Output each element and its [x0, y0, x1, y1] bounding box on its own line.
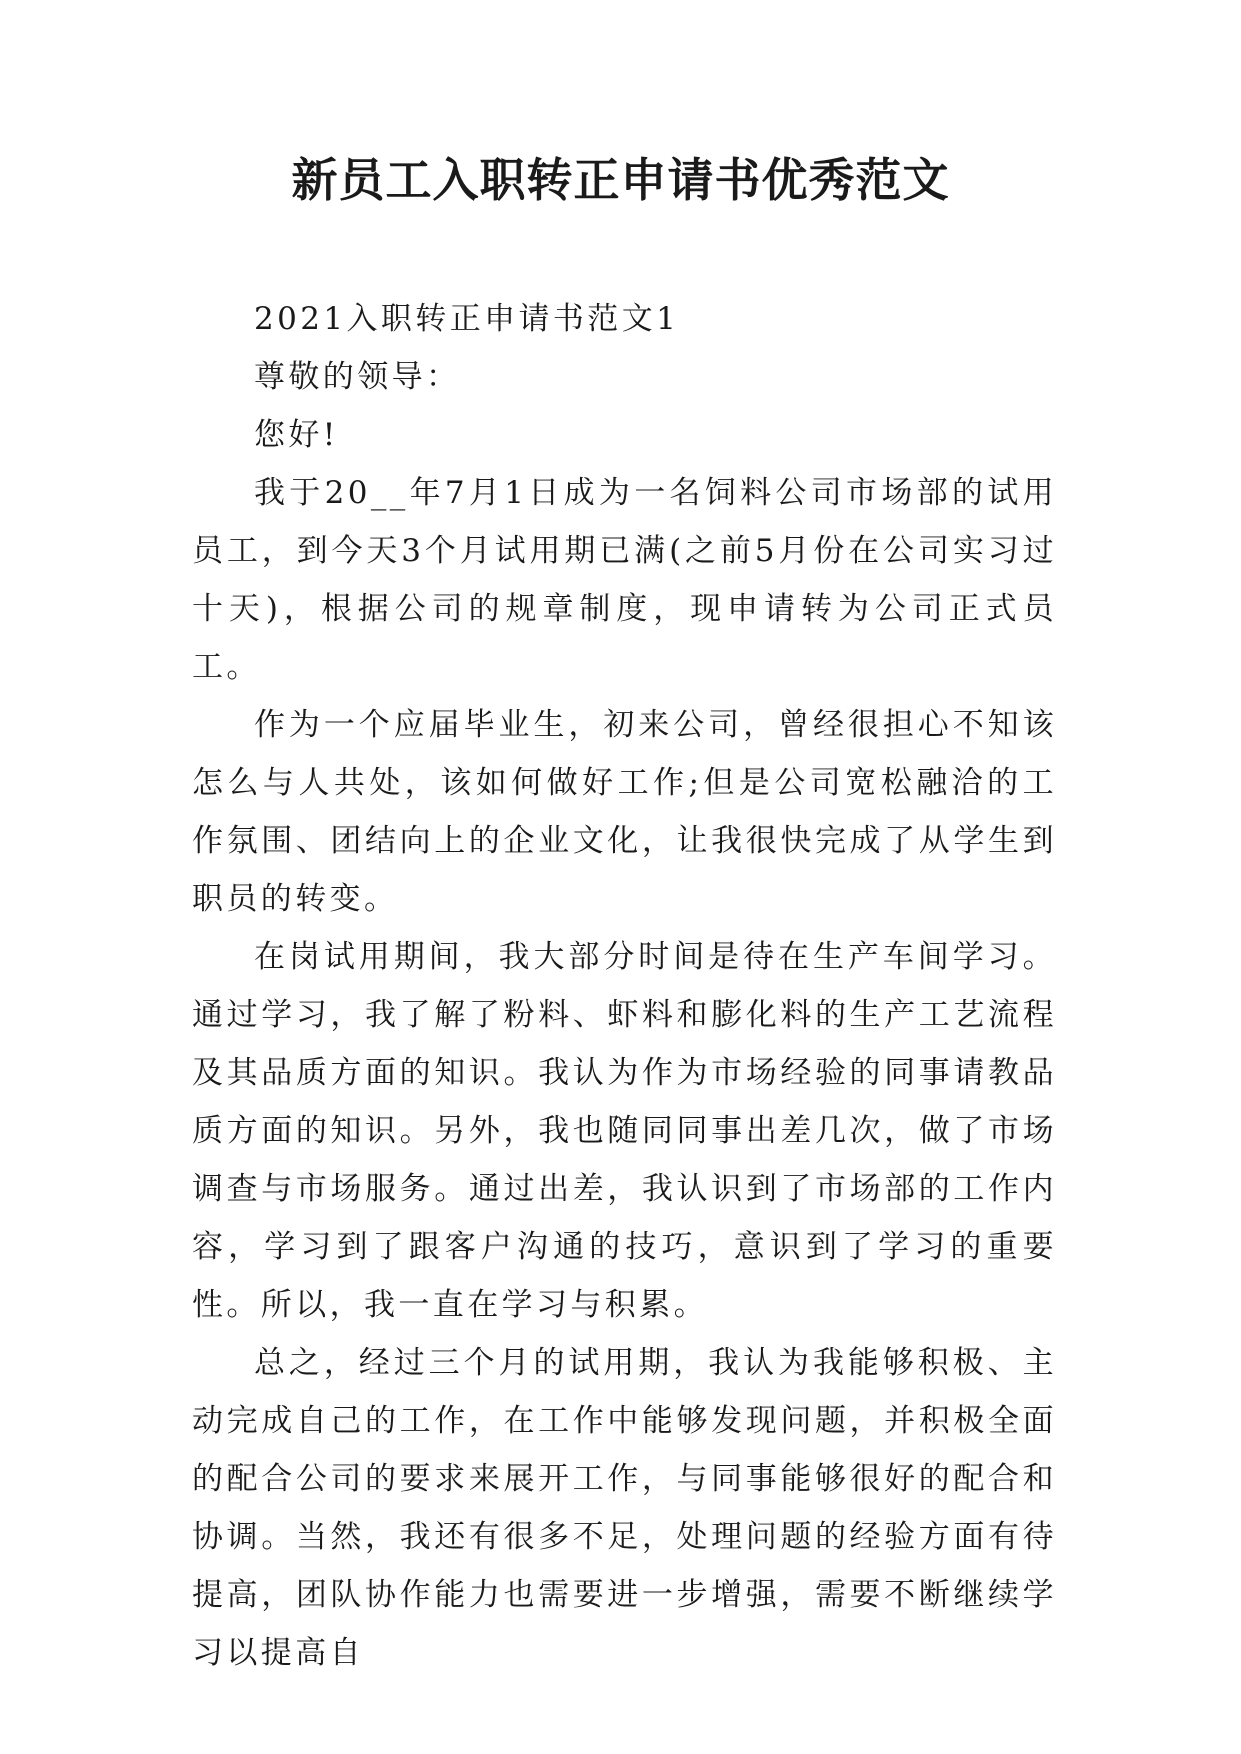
- greeting: 您好!: [254, 417, 339, 453]
- section-heading: 2021入职转正申请书范文1: [254, 301, 680, 337]
- body-paragraph: 总之，经过三个月的试用期，我认为我能够积极、主动完成自己的工作，在工作中能够发现问题，并积极全面的配合公司的要求来展开工作，与同事能够很好的配合和协调。当然，我还有很多不足，处理问题的经验方面有待提高，团队协作能力也需要进一步增强，需要不断继续学习以提高自: [192, 1345, 1057, 1671]
- body-paragraph: 在岗试用期间，我大部分时间是待在生产车间学习。通过学习，我了解了粉料、虾料和膨化料的生产工艺流程及其品质方面的知识。我认为作为市场经验的同事请教品质方面的知识。另外，我也随同同事出差几次，做了市场调查与市场服务。通过出差，我认识到了市场部的工作内容，学习到了跟客户沟通的技巧，意识到了学习的重要性。所以，我一直在学习与积累。: [192, 939, 1057, 1323]
- body-paragraph: 作为一个应届毕业生，初来公司，曾经很担心不知该怎么与人共处，该如何做好工作;但是公司宽松融洽的工作氛围、团结向上的企业文化，让我很快完成了从学生到职员的转变。: [192, 707, 1057, 917]
- document-title: 新员工入职转正申请书优秀范文: [291, 153, 950, 207]
- salutation: 尊敬的领导：: [254, 359, 461, 395]
- body-paragraph: 我于20__年7月1日成为一名饲料公司市场部的试用员工，到今天3个月试用期已满(之前5月份在公司实习过十天)，根据公司的规章制度，现申请转为公司正式员工。: [192, 475, 1057, 685]
- document-body: [192, 290, 1057, 1682]
